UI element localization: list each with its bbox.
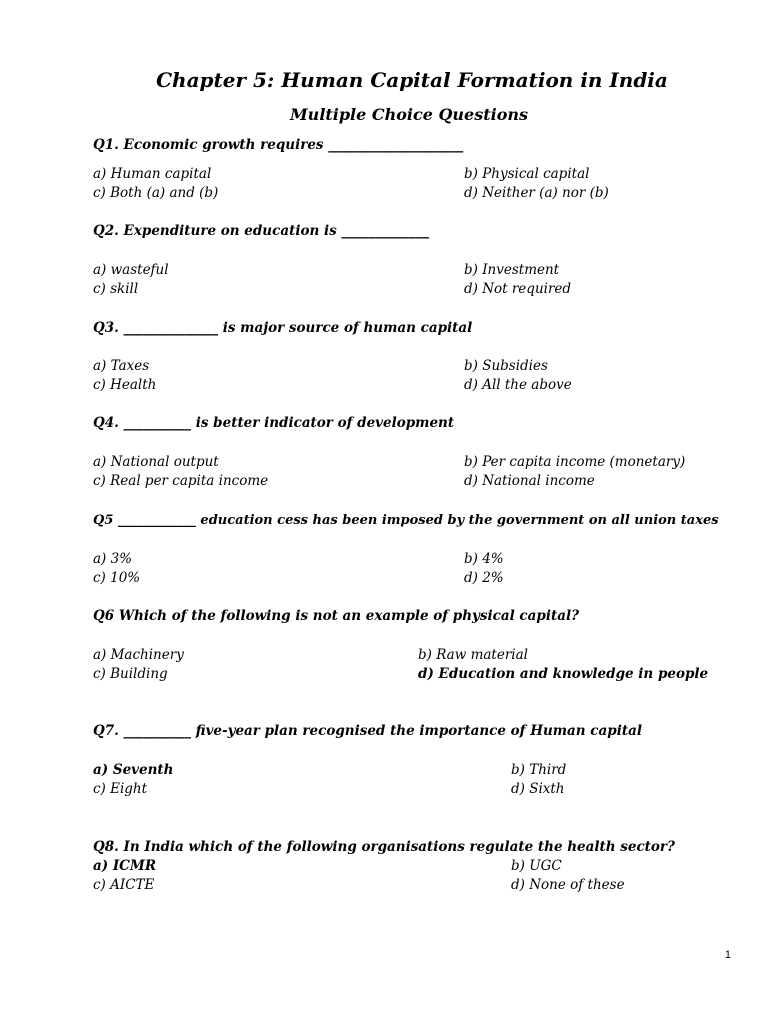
option-c: c) Eight (93, 781, 148, 797)
option-d: d) Sixth (511, 781, 565, 797)
page-number: 1 (724, 949, 731, 961)
option-b: b) Raw material (418, 647, 528, 663)
question-text: Q4. __________ is better indicator of development (93, 415, 455, 431)
question-text: Q1. Economic growth requires ____________________ (93, 137, 464, 153)
option-a: a) Machinery (93, 647, 184, 663)
page-title: Chapter 5: Human Capital Formation in India (156, 68, 668, 92)
option-b: b) Subsidies (464, 358, 548, 374)
option-d: d) Neither (a) nor (b) (464, 185, 609, 201)
option-b: b) UGC (511, 858, 562, 874)
option-d: d) All the above (464, 377, 572, 393)
question-text: Q2. Expenditure on education is _____________ (93, 223, 430, 239)
question-text: Q7. __________ five-year plan recognised the importance of Human capital (93, 723, 642, 739)
option-d: d) None of these (511, 877, 625, 893)
option-b: b) Physical capital (464, 166, 590, 182)
option-b: b) 4% (464, 551, 504, 567)
option-a: a) Human capital (93, 166, 212, 182)
option-d: d) 2% (464, 570, 504, 586)
option-c: c) Both (a) and (b) (93, 185, 219, 201)
option-d: d) Not required (464, 281, 572, 297)
option-c: c) skill (93, 281, 139, 297)
option-a: a) 3% (93, 551, 133, 567)
option-d-answer: d) Education and knowledge in people (418, 666, 709, 682)
question-text: Q6 Which of the following is not an example of physical capital? (93, 608, 579, 624)
question-text: Q5 ____________ education cess has been imposed by the government on all union taxes (93, 513, 719, 528)
option-a-answer: a) ICMR (93, 858, 157, 874)
question-text: Q8. In India which of the following organisations regulate the health sector? (93, 839, 675, 855)
option-c: c) AICTE (93, 877, 155, 893)
option-a: a) National output (93, 454, 219, 470)
option-c: c) Building (93, 666, 168, 682)
option-b: b) Third (511, 762, 567, 778)
option-a: a) wasteful (93, 262, 169, 278)
page-subtitle: Multiple Choice Questions (289, 105, 529, 124)
option-c: c) Health (93, 377, 157, 393)
option-d: d) National income (464, 473, 595, 489)
option-a: a) Taxes (93, 358, 150, 374)
option-c: c) Real per capita income (93, 473, 269, 489)
question-text: Q3. ______________ is major source of human capital (93, 320, 473, 336)
option-b: b) Per capita income (monetary) (464, 454, 686, 470)
option-c: c) 10% (93, 570, 141, 586)
option-b: b) Investment (464, 262, 560, 278)
option-a-answer: a) Seventh (93, 762, 174, 778)
